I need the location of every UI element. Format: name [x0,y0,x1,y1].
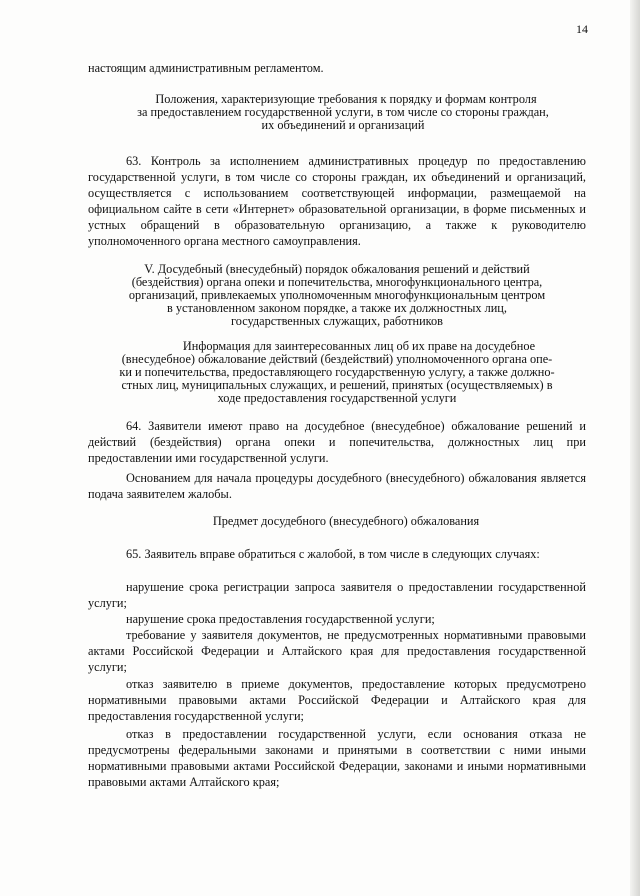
heading-subject: Предмет досудебного (внесудебного) обжалования [212,514,480,528]
heading-section-5-line: (бездействия) органа опеки и попечительства, многофункционального центра, [131,275,543,289]
paragraph-65: 65. Заявитель вправе обратиться с жалобой, в том числе в следующих случаях: [126,547,540,561]
heading-section-5-line: государственных служащих, работников [231,314,443,328]
scan-edge [630,0,640,896]
paragraph-64-grounds: Основанием для начала процедуры досудебного (внесудебного) обжалования является подача заявителем жалобы. [88,471,586,501]
heading-information-line: стных лиц, муниципальных служащих, и решений, принятых (осуществляемых) в [121,378,553,392]
heading-section-5-line: организаций, привлекаемых уполномоченным многофункциональным центром [128,288,546,302]
paragraph-top: настоящим административным регламентом. [88,61,324,75]
heading-information-line: ки и попечительства, предоставляющего государственную услугу, а также должно- [119,365,555,379]
heading-information-line: ходе предоставления государственной услуги [217,391,457,405]
heading-information-line: (внесудебное) обжалование действий (бездействий) уполномоченного органа опе- [121,352,553,366]
list-item: отказ в предоставлении государственной услуги, если основания отказа не предусмотрены федеральными законами и принятыми в соответствии с ними иными нормативными правовыми актами Российской Федерации, законами и иными нормативными правовыми актами Алтайского края; [88,727,586,789]
list-item: отказ заявителю в приеме документов, предоставление которых предусмотрено нормативными правовыми актами Российской Федерации и Алтайского края для предоставления государственной услуги; [88,677,586,723]
page-number: 14 [576,22,588,36]
heading-section-5 [88,263,586,328]
heading-control-line: Положения, характеризующие требования к порядку и формам контроля [155,92,537,106]
heading-section-5-line: в установленном законом порядке, а также их должностных лиц, [167,301,507,315]
list-item: нарушение срока предоставления государственной услуги; [126,612,435,626]
heading-information-line: Информация для заинтересованных лиц об их праве на досудебное [182,339,536,353]
list-item: требование у заявителя документов, не предусмотренных нормативными правовыми актами Российской Федерации и Алтайского края для предоставления государственной услуги; [88,628,586,674]
heading-control [104,93,582,132]
heading-section-5-line: V. Досудебный (внесудебный) порядок обжалования решений и действий [144,262,530,276]
paragraph-64: 64. Заявители имеют право на досудебное (внесудебное) обжалование решений и действий (бездействия) органа опеки и попечительства, должностных лиц при предоставлении ими государственной услуги. [88,419,586,465]
paragraph-63: 63. Контроль за исполнением административных процедур по предоставлению государственной услуги, в том числе со стороны граждан, их объединений и организаций, осуществляется с использованием соответствующей информации, размещаемой на официальном сайте в сети «Интернет» образовательной организации, в форме письменных и устных обращений в образовательную организацию, а также к руководителю уполномоченного органа местного самоуправления. [88,154,586,248]
list-item: нарушение срока регистрации запроса заявителя о предоставлении государственной услуги; [88,580,586,610]
heading-control-line: за предоставлением государственной услуги, в том числе со стороны граждан, [137,105,549,119]
heading-information [88,340,586,405]
heading-control-line: их объединений и организаций [261,118,425,132]
